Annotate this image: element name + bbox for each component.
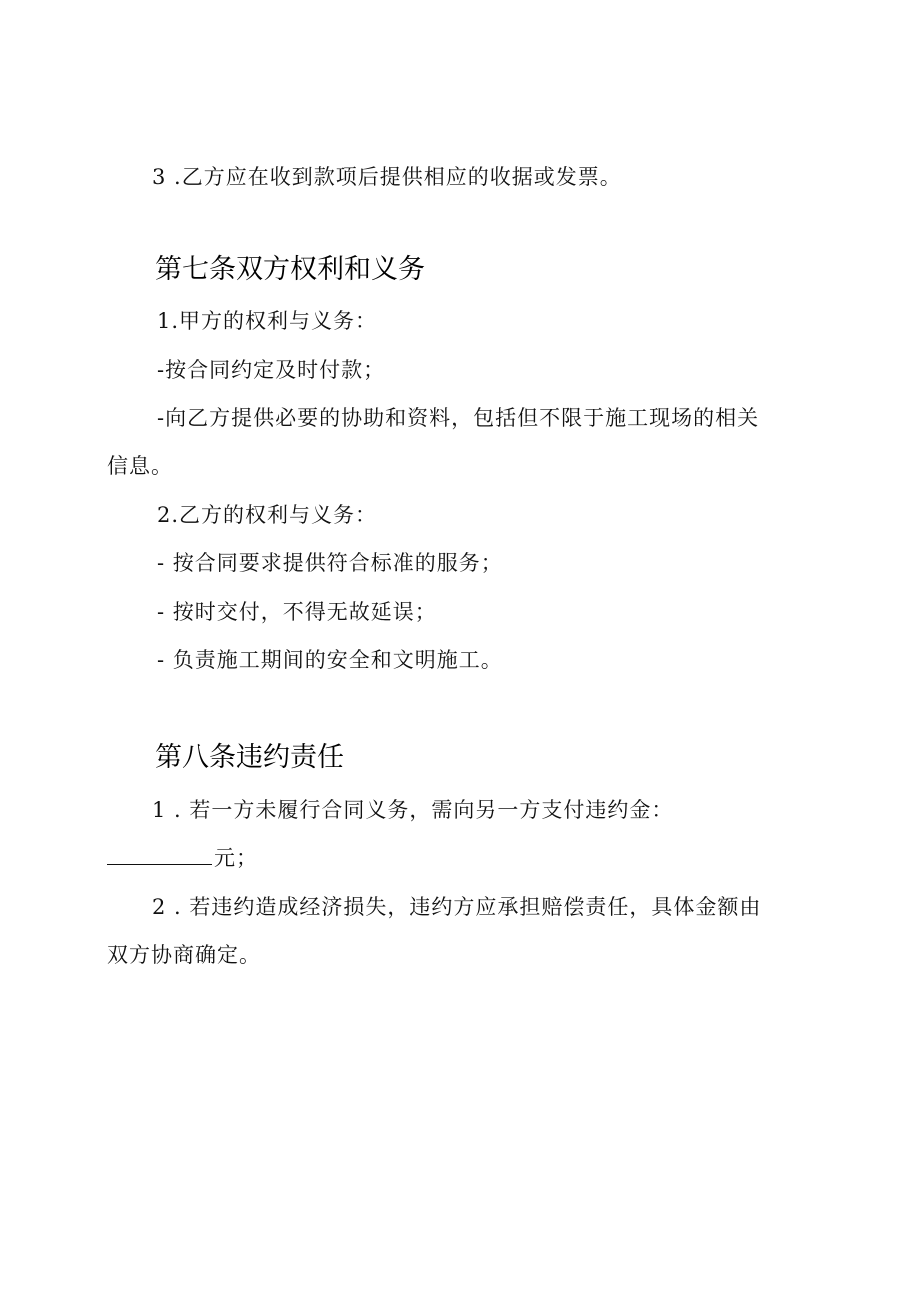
section7-heading: 第七条双方权利和义务 — [155, 254, 425, 285]
section7-partyA-item2-line2: 信息。 — [107, 454, 173, 478]
section7-partyB-item3: - 负责施工期间的安全和文明施工。 — [157, 648, 503, 672]
section7-partyA-item2-line1: -向乙方提供必要的协助和资料，包括但不限于施工现场的相关 — [157, 406, 760, 430]
section6-item3: 3 .乙方应在收到款项后提供相应的收据或发票。 — [152, 165, 622, 189]
section7-partyA-title: 1.甲方的权利与义务： — [157, 309, 378, 333]
section8-item2-line1: 2 . 若违约造成经济损失，违约方应承担赔偿责任，具体金额由 — [152, 895, 762, 919]
section7-partyA-item1: -按合同约定及时付款； — [157, 358, 386, 382]
section7-partyB-title: 2.乙方的权利与义务： — [157, 503, 378, 527]
section7-partyB-item2: - 按时交付，不得无故延误； — [157, 600, 437, 624]
currency-suffix: 元； — [214, 846, 258, 870]
section8-item1-line1: 1 . 若一方未履行合同义务，需向另一方支付违约金： — [152, 798, 674, 822]
section8-item1-line2 — [107, 843, 258, 873]
section8-heading: 第八条违约责任 — [155, 742, 344, 773]
section8-item2-line2: 双方协商确定。 — [107, 943, 261, 967]
amount-blank — [107, 844, 212, 865]
section7-partyB-item1: - 按合同要求提供符合标准的服务； — [157, 551, 503, 575]
